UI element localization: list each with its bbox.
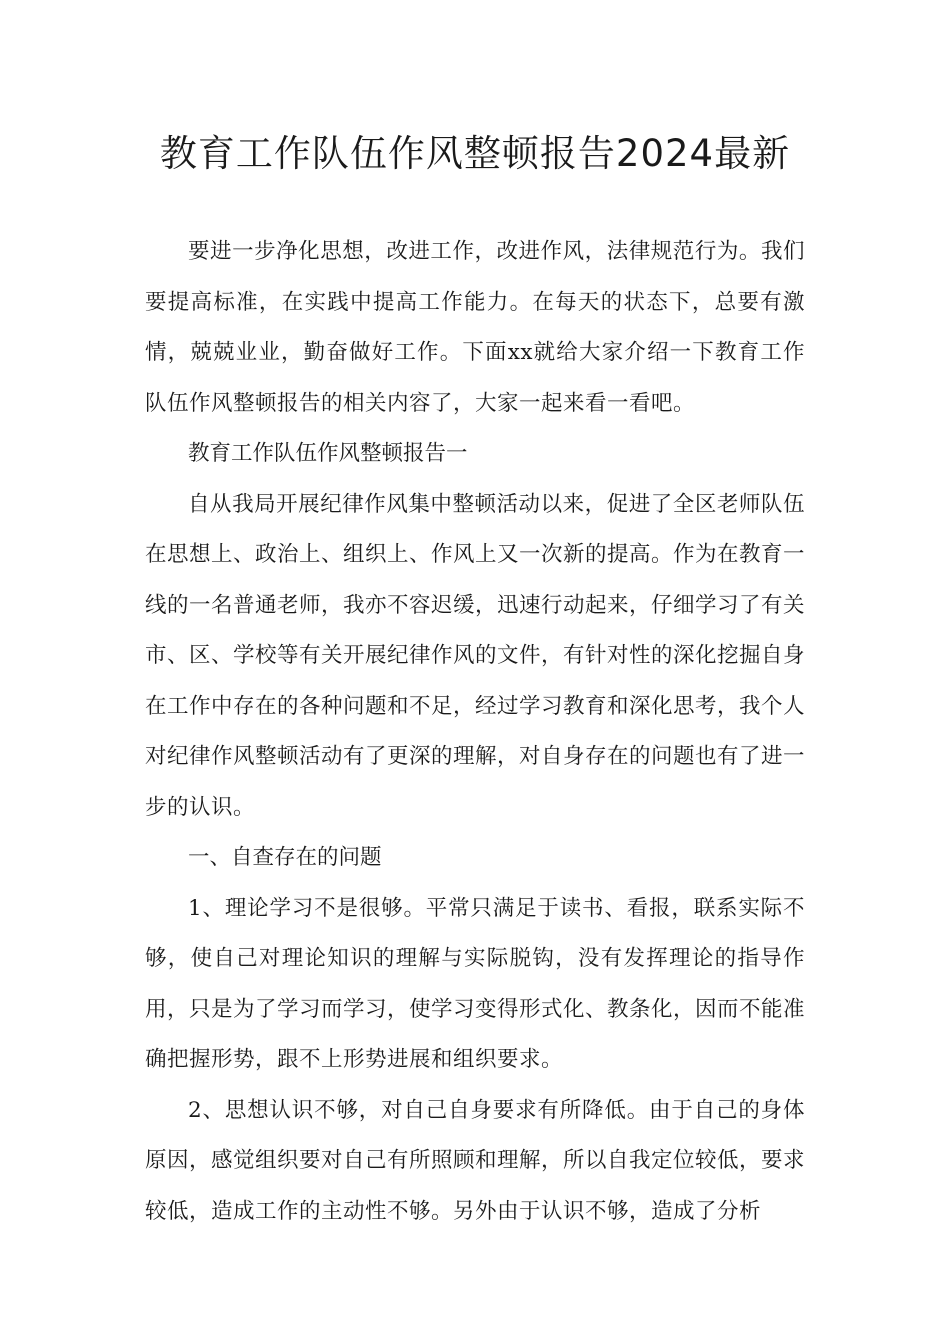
report-paragraph: 自从我局开展纪律作风集中整顿活动以来，促进了全区老师队伍在思想上、政治上、组织上、作风上又一次新的提高。作为在教育一线的一名普通老师，我亦不容迟缓，迅速行动起来，仔细学习了有关市、区、学校等有关开展纪律作风的文件，有针对性的深化挖掘自身在工作中存在的各种问题和不足，经过学习教育和深化思考，我个人对纪律作风整顿活动有了更深的理解，对自身存在的问题也有了进一步的认识。 <box>145 491 806 820</box>
problem-item-1: 1、理论学习不是很够。平常只满足于读书、看报，联系实际不够，使自己对理论知识的理解与实际脱钩，没有发挥理论的指导作用，只是为了学习而学习，使学习变得形式化、教条化，因而不能准确把握形势，跟不上形势进展和组织要求。 <box>145 895 806 1072</box>
document-title: 教育工作队伍作风整顿报告2024最新 <box>159 132 791 175</box>
problem-item-2: 2、思想认识不够，对自己自身要求有所降低。由于自己的身体原因，感觉组织要对自己有所照顾和理解，所以自我定位较低，要求较低，造成工作的主动性不够。另外由于认识不够，造成了分析 <box>145 1097 806 1224</box>
intro-paragraph: 要进一步净化思想，改进工作，改进作风，法律规范行为。我们要提高标准，在实践中提高工作能力。在每天的状态下，总要有激情，兢兢业业，勤奋做好工作。下面xx就给大家介绍一下教育工作队伍作风整顿报告的相关内容了，大家一起来看一看吧。 <box>145 239 805 416</box>
section-heading-self-check: 一、自查存在的问题 <box>188 845 382 870</box>
document-body <box>145 227 805 1237</box>
section-heading-report-one: 教育工作队伍作风整顿报告一 <box>188 441 468 466</box>
